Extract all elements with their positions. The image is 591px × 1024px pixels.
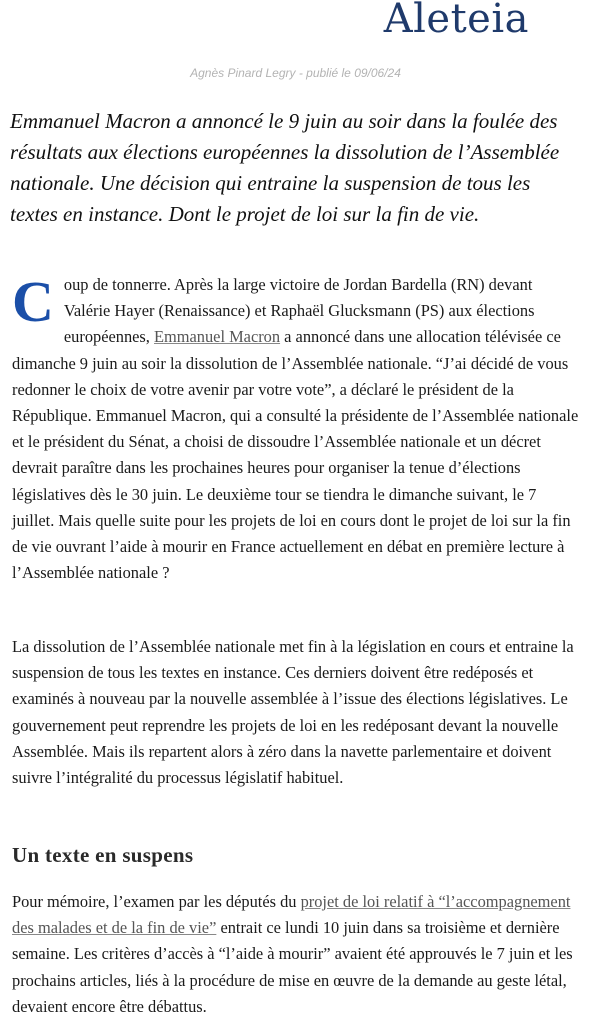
site-header: [0, 0, 591, 48]
paragraph-3-text-a: Pour mémoire, l’examen par les députés du: [12, 892, 301, 911]
article-paragraph-3: [12, 889, 580, 1020]
link-projet-de-loi[interactable]: projet de loi relatif à “l’accompagnement des malades et de la fin de vie”: [12, 892, 571, 938]
article-lede: Emmanuel Macron a annoncé le 9 juin au soir dans la foulée des résultats aux élections européennes la dissolution de l’Assemblée nationale. Une décision qui entraine la suspension de tous les textes en instance. Dont le projet de loi sur la fin de vie.: [10, 109, 560, 226]
drop-cap: C: [12, 269, 54, 334]
site-logo[interactable]: Aleteia: [383, 0, 529, 42]
section-heading: Un texte en suspens: [12, 843, 194, 867]
article-paragraph-1: [12, 269, 580, 586]
article-byline: Agnès Pinard Legry - publié le 09/06/24: [190, 66, 401, 80]
paragraph-1-text-a: oup de tonnerre. Après la large victoire de Jordan Bardella (RN) devant Valérie Hayer (Renaissance) et Raphaël Glucksmann (PS) aux élections européennes,: [63, 275, 535, 347]
paragraph-3-text-b: entrait ce lundi 10 juin dans sa troisième et dernière semaine. Les critères d’accès à “l’aide à mourir” avaient été approuvés le 7 juin et les prochains articles, liés à la procédure de mise en œuvre de la demande au geste létal, devaient encore être débattus.: [12, 918, 573, 1016]
article-paragraph-2: La dissolution de l’Assemblée nationale met fin à la législation en cours et entraine la suspension de tous les textes en instance. Ces derniers doivent être redéposés et examinés à nouveau par la nouvelle assemblée à l’issue des élections législatives. Le gouvernement peut reprendre les projets de loi en les redéposant devant la nouvelle Assemblée. Mais ils repartent alors à zéro dans la navette parlementaire et doivent suivre l’intégralité du processus législatif habituel.: [12, 637, 574, 788]
paragraph-1-text-b: a annoncé dans une allocation télévisée ce dimanche 9 juin au soir la dissolution de l’Assemblée nationale. “J’ai décidé de vous redonner le choix de votre avenir par votre vote”, a déclaré le président de la République. Emmanuel Macron, qui a consulté la présidente de l’Assemblée nationale et le président du Sénat, a choisi de dissoudre l’Assemblée nationale et un décret devrait paraître dans les prochaines heures pour organiser la tenue d’élections législatives dès le 30 juin. Le deuxième tour se tiendra le dimanche suivant, le 7 juillet. Mais quelle suite pour les projets de loi en cours dont le projet de loi sur la fin de vie ouvrant l’aide à mourir en France actuellement en débat en première lecture à l’Assemblée nationale ?: [12, 327, 579, 583]
link-emmanuel-macron[interactable]: Emmanuel Macron: [154, 327, 281, 347]
